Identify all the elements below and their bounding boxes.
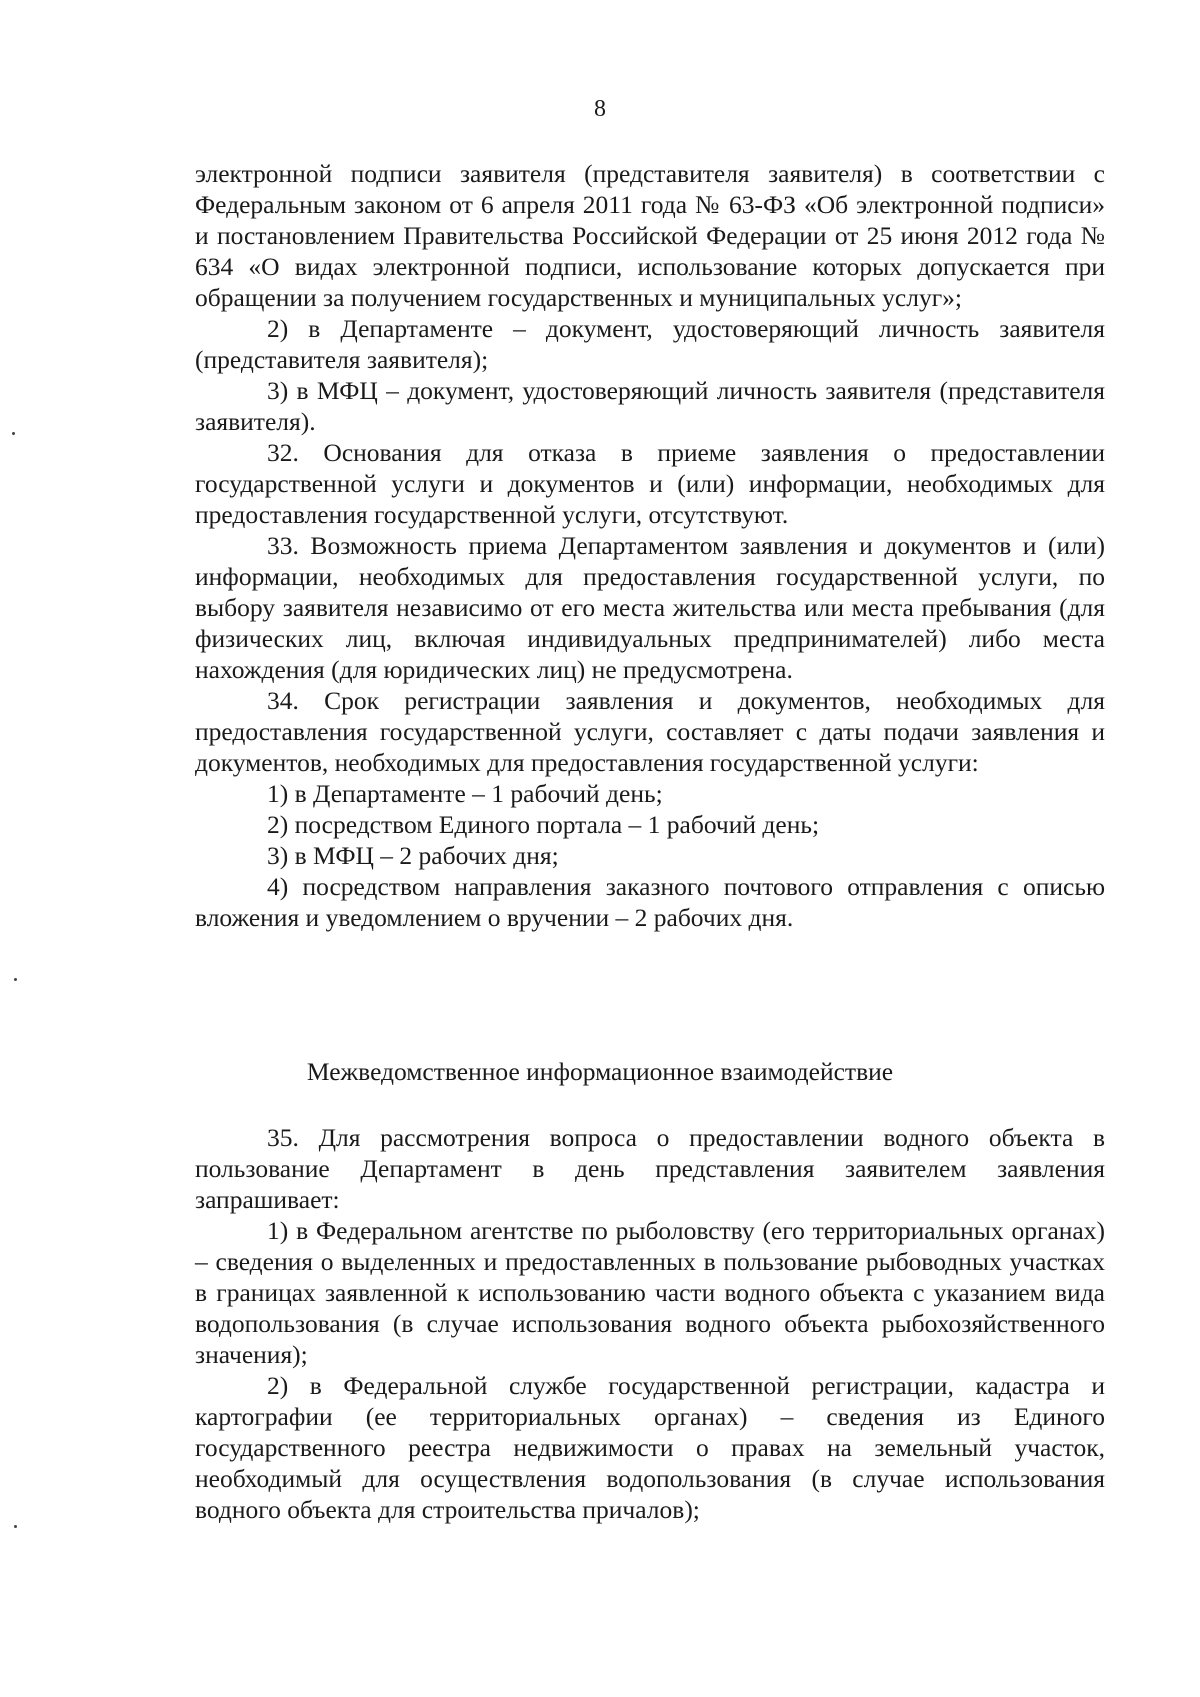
paragraph-32: 32. Основания для отказа в приеме заявления о предоставлении государственной услуги и документов и (или) информации, необходимых для предоставления государственной услуги, отсутствуют. (195, 438, 1105, 529)
page-number: 8 (594, 96, 606, 122)
paragraph-34-item-1: 1) в Департаменте – 1 рабочий день; (267, 779, 663, 808)
scan-speck (14, 1525, 17, 1528)
paragraph-35-item-1: 1) в Федеральном агентстве по рыболовству (его территориальных органах) – сведения о выделенных и предоставленных в пользование рыбоводных участках в границах заявленной к использованию части водного объекта с указанием вида водопользования (в случае использования водного объекта рыбохозяйственного значения); (195, 1216, 1105, 1369)
paragraph-34-item-2: 2) посредством Единого портала – 1 рабочий день; (267, 810, 820, 839)
paragraph-35: 35. Для рассмотрения вопроса о предоставлении водного объекта в пользование Департамент в день представления заявителем заявления запрашивает: (195, 1123, 1105, 1214)
paragraph-item-2-department: 2) в Департаменте – документ, удостоверяющий личность заявителя (представителя заявителя); (195, 314, 1105, 374)
paragraph-34: 34. Срок регистрации заявления и документов, необходимых для предоставления государственной услуги, составляет с даты подачи заявления и документов, необходимых для предоставления государственной услуги: (195, 686, 1105, 777)
scan-speck (12, 432, 15, 435)
text-section-2 (195, 1122, 1105, 1525)
paragraph-35-item-2: 2) в Федеральной службе государственной регистрации, кадастра и картографии (ее территориальных органах) – сведения из Единого государственного реестра недвижимости о правах на земельный участок, необходимый для осуществления водопользования (в случае использования водного объекта для строительства причалов); (195, 1371, 1105, 1524)
paragraph-34-item-3: 3) в МФЦ – 2 рабочих дня; (267, 841, 559, 870)
paragraph-item-3-mfc: 3) в МФЦ – документ, удостоверяющий личность заявителя (представителя заявителя). (195, 376, 1105, 436)
paragraph-34-item-4: 4) посредством направления заказного почтового отправления с описью вложения и уведомлением о вручении – 2 рабочих дня. (195, 872, 1105, 932)
text-section-1 (195, 158, 1105, 933)
scan-speck (14, 978, 17, 981)
section-heading: Межведомственное информационное взаимодействие (306, 1057, 894, 1086)
paragraph-continuation: электронной подписи заявителя (представителя заявителя) в соответствии с Федеральным законом от 6 апреля 2011 года № 63-ФЗ «Об электронной подписи» и постановлением Правительства Российской Федерации от 25 июня 2012 года № 634 «О видах электронной подписи, использование которых допускается при обращении за получением государственных и муниципальных услуг»; (195, 159, 1105, 312)
paragraph-33: 33. Возможность приема Департаментом заявления и документов и (или) информации, необходимых для предоставления государственной услуги, по выбору заявителя независимо от его места жительства или места пребывания (для физических лиц, включая индивидуальных предпринимателей) либо места нахождения (для юридических лиц) не предусмотрена. (195, 531, 1105, 684)
